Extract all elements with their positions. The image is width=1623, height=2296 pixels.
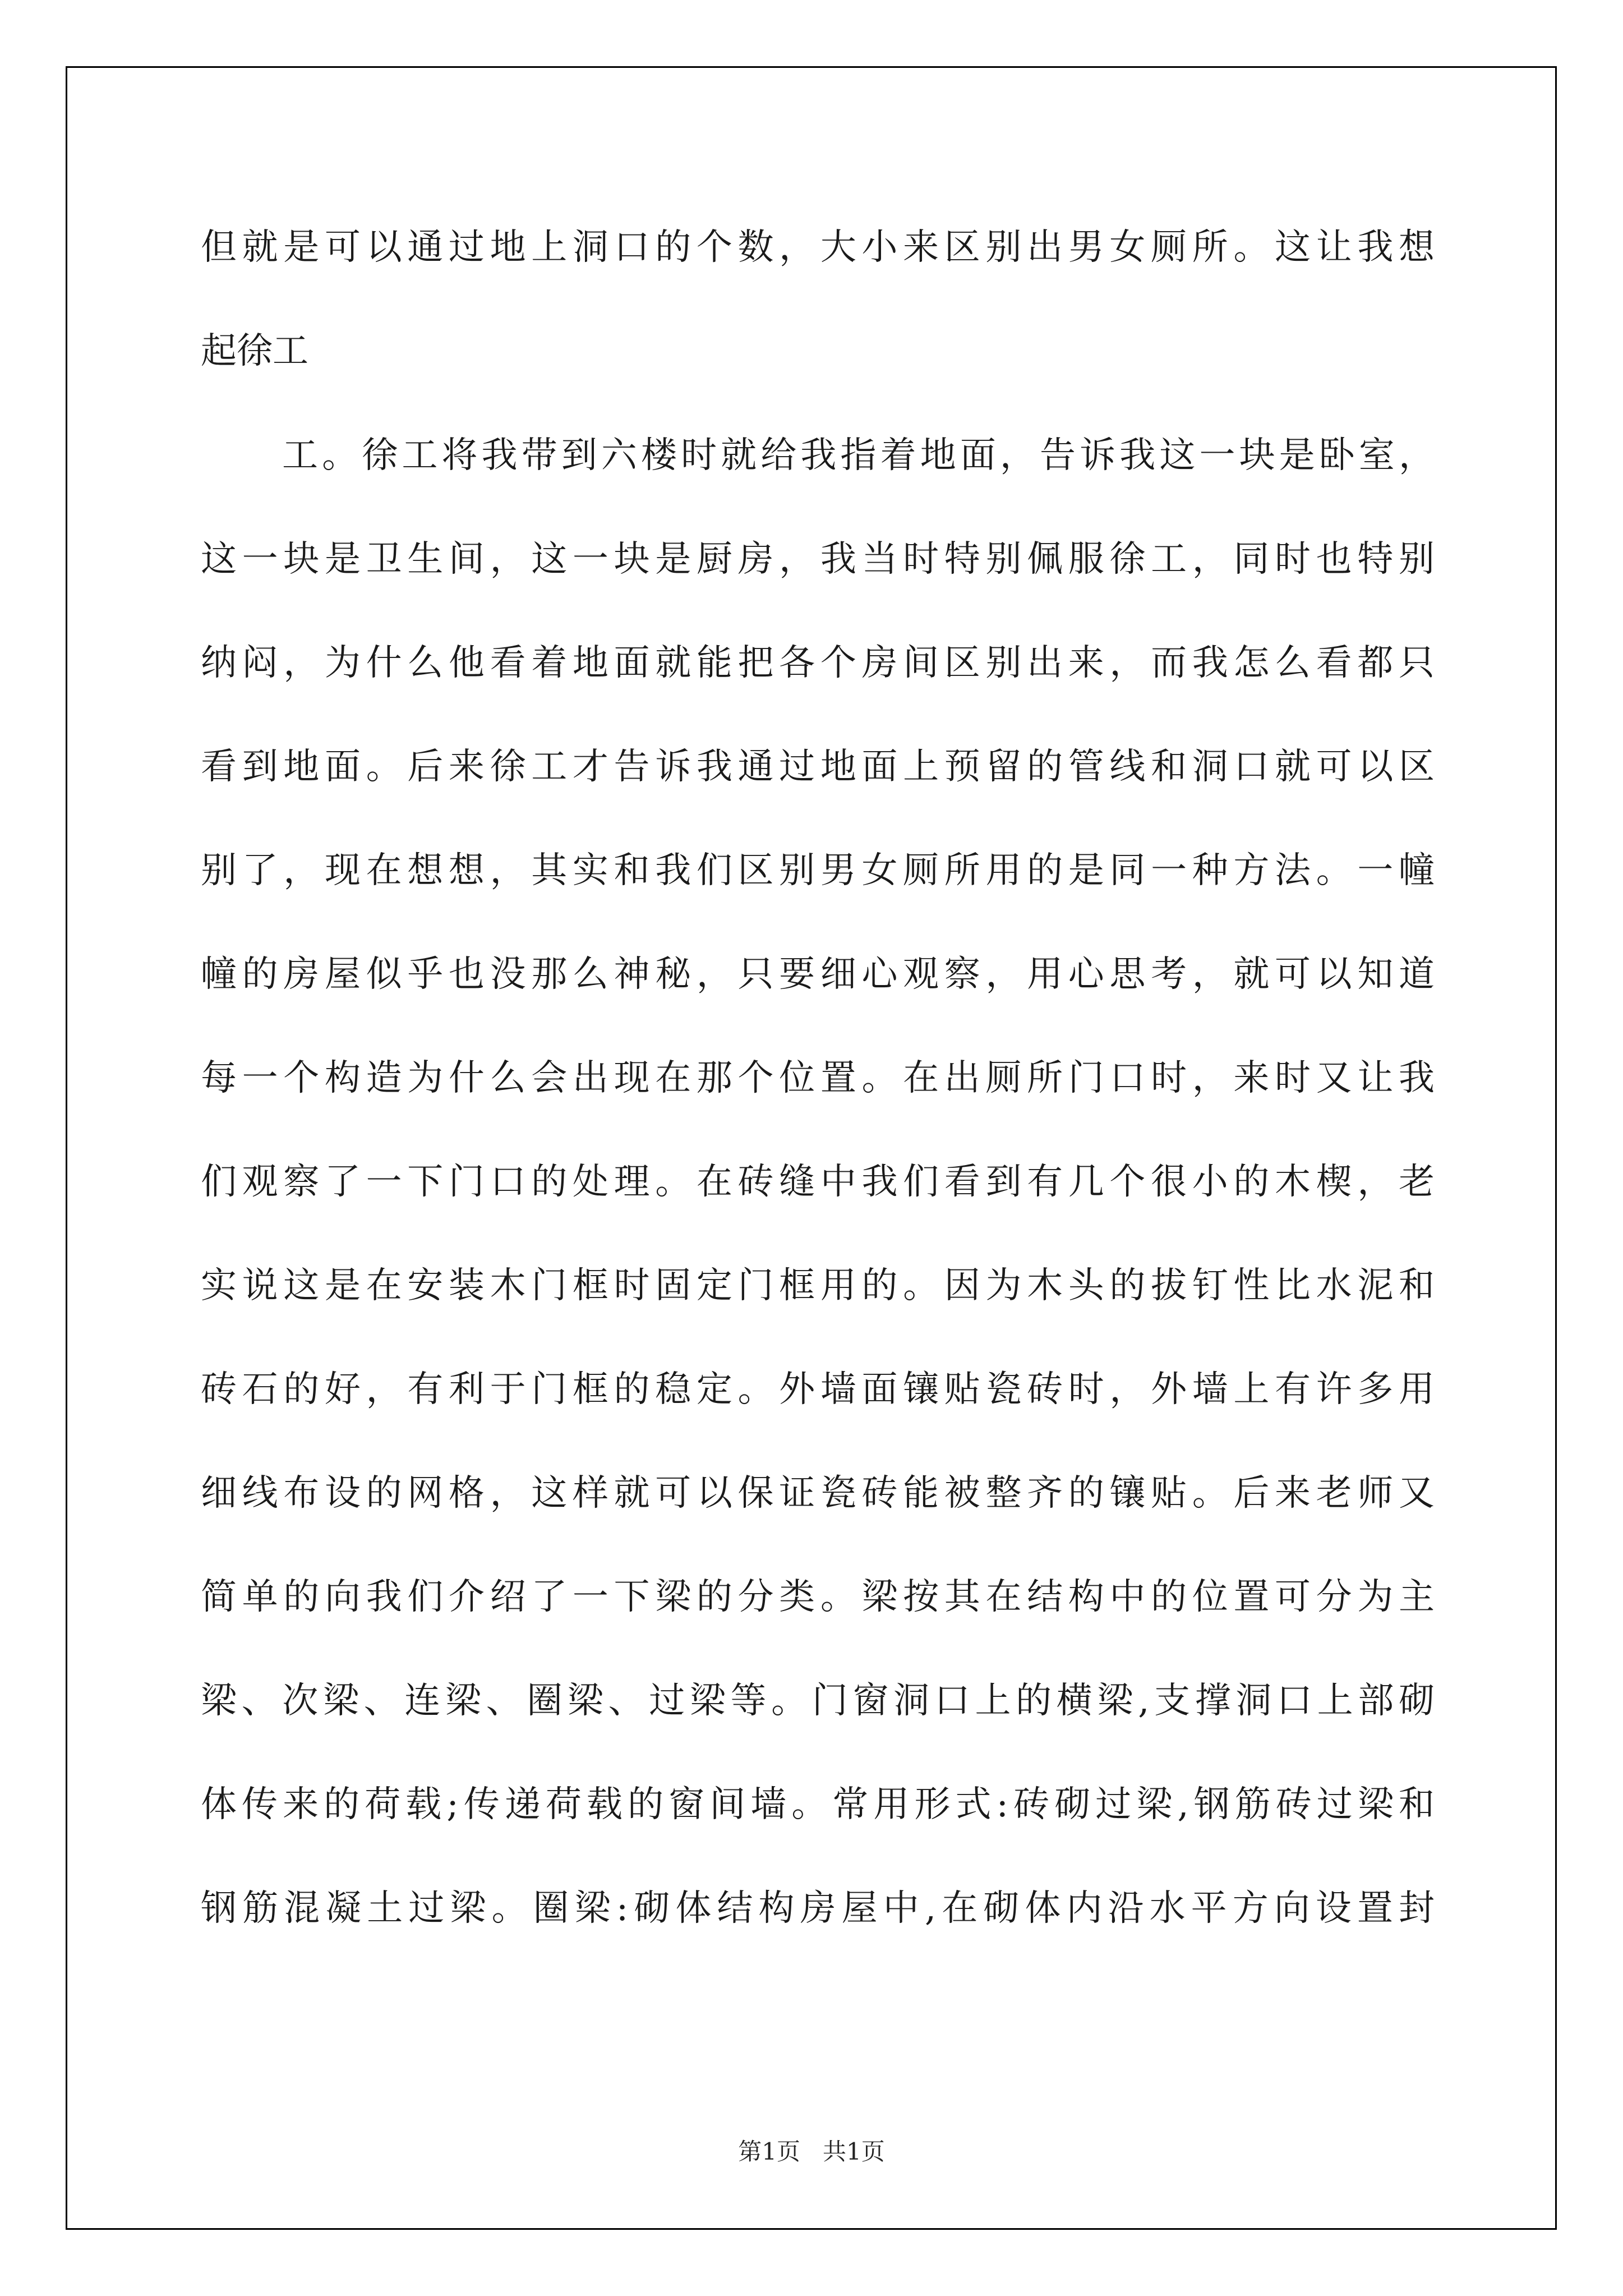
text-line: 每一个构造为什么会出现在那个位置。在出厕所门口时，来时又让我 — [201, 1057, 1435, 1099]
text-line: 砖石的好，有利于门框的稳定。外墙面镶贴瓷砖时，外墙上有许多用 — [201, 1369, 1435, 1410]
text-line: 细线布设的网格，这样就可以保证瓷砖能被整齐的镶贴。后来老师又 — [201, 1473, 1435, 1514]
text-line: 这一块是卫生间，这一块是厨房，我当时特别佩服徐工，同时也特别 — [201, 539, 1435, 580]
text-line: 体传来的荷载;传递荷载的窗间墙。常用形式:砖砌过梁,钢筋砖过梁和 — [201, 1784, 1435, 1825]
text-line: 简单的向我们介绍了一下梁的分类。梁按其在结构中的位置可分为主 — [201, 1576, 1435, 1618]
text-line: 工。徐工将我带到六楼时就给我指着地面，告诉我这一块是卧室， — [282, 435, 1435, 476]
text-line: 别了，现在想想，其实和我们区别男女厕所用的是同一种方法。一幢 — [201, 850, 1435, 891]
text-line: 们观察了一下门口的处理。在砖缝中我们看到有几个很小的木楔，老 — [201, 1161, 1435, 1203]
text-line: 幢的房屋似乎也没那么神秘，只要细心观察，用心思考，就可以知道 — [201, 954, 1435, 995]
text-line: 梁、次梁、连梁、圈梁、过梁等。门窗洞口上的横梁,支撑洞口上部砌 — [201, 1680, 1435, 1722]
text-line: 起徐工 — [201, 330, 308, 372]
text-line: 钢筋混凝土过梁。圈梁:砌体结构房屋中,在砌体内沿水平方向设置封 — [201, 1888, 1435, 1929]
text-line: 实说这是在安装木门框时固定门框用的。因为木头的拔钉性比水泥和 — [201, 1265, 1435, 1306]
text-line: 纳闷，为什么他看着地面就能把各个房间区别出来，而我怎么看都只 — [201, 642, 1435, 684]
text-line: 看到地面。后来徐工才告诉我通过地面上预留的管线和洞口就可以区 — [201, 746, 1435, 788]
page-footer — [0, 2136, 1623, 2168]
text-line: 但就是可以通过地上洞口的个数，大小来区别出男女厕所。这让我想 — [201, 227, 1435, 268]
page-total: 共1页 — [823, 2138, 885, 2165]
page-number: 第1页 — [738, 2138, 800, 2165]
